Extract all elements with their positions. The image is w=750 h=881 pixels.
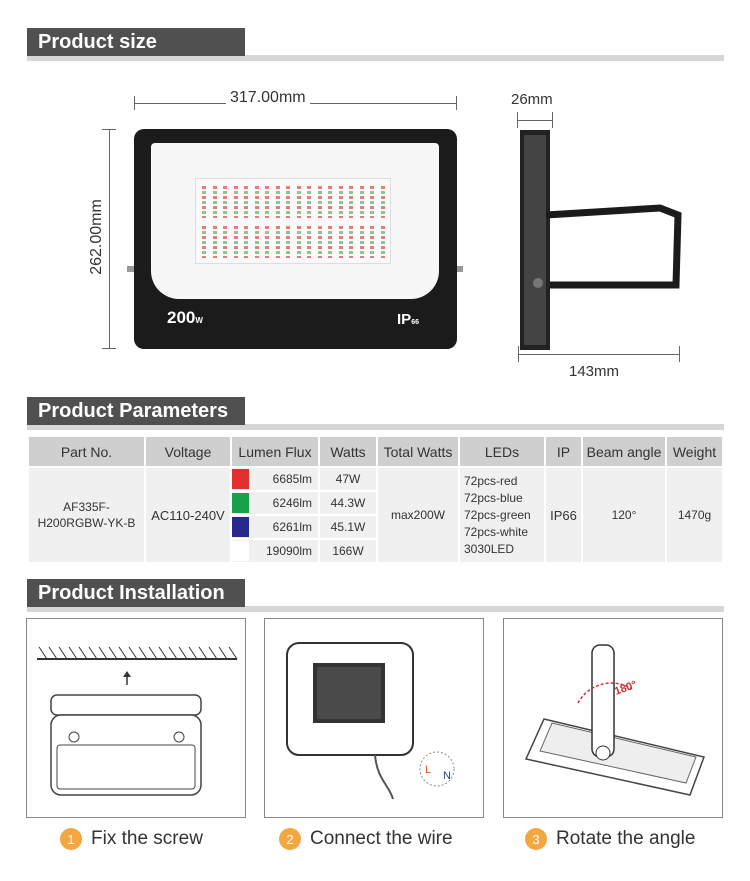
led-column [370, 226, 374, 258]
mount-ear [456, 266, 463, 272]
watts-cell: 166W [320, 540, 376, 562]
led-column [307, 186, 311, 218]
led-column [360, 186, 364, 218]
leds-cell [460, 468, 544, 562]
rotation-label: 180° [612, 678, 639, 698]
led-column [223, 226, 227, 258]
voltage-cell: AC110-240V [146, 468, 230, 562]
fix-screw-illustration [27, 619, 245, 817]
bracket-dim-tick [518, 346, 519, 362]
led-column [370, 186, 374, 218]
weight-cell: 1470g [667, 468, 722, 562]
lumen-value: 19090lm [265, 544, 312, 558]
led-line: 72pcs-green [464, 507, 531, 522]
led-column [244, 186, 248, 218]
power-cable [375, 755, 393, 799]
section-title-params: Product Parameters [27, 397, 245, 425]
led-column [297, 186, 301, 218]
bracket-label: 143mm [569, 363, 620, 380]
part-no-cell: AF335F-H200RGBW-YK-B [29, 468, 144, 562]
wattage-value: 200 [167, 308, 196, 327]
total-watts-cell: max200W [378, 468, 458, 562]
mount-ear [127, 266, 134, 272]
bracket-dim-line [518, 354, 680, 355]
parameters-table [27, 435, 724, 564]
ceiling-hatch [39, 647, 237, 659]
side-housing-inner [524, 135, 546, 345]
width-dim-tick [456, 96, 457, 110]
height-dim-line [109, 129, 110, 349]
led-column [349, 186, 353, 218]
pivot-bolt [596, 746, 610, 760]
step-1-caption [60, 828, 203, 850]
table-row [29, 468, 722, 490]
led-column [276, 186, 280, 218]
led-column [234, 186, 238, 218]
flux-cell [232, 492, 318, 514]
depth-dim-line [517, 120, 553, 121]
step-label: Fix the screw [91, 828, 203, 849]
install-step-1-panel [26, 618, 246, 818]
height-dim-tick [102, 348, 116, 349]
col-lumen-flux: Lumen Flux [232, 437, 318, 466]
led-column [307, 226, 311, 258]
ip-logo [397, 311, 419, 328]
ip-logo-text: IP [397, 311, 412, 328]
col-total-watts: Total Watts [378, 437, 458, 466]
col-beam-angle: Beam angle [583, 437, 665, 466]
section-title-install: Product Installation [27, 579, 245, 607]
led-column [328, 186, 332, 218]
table-header-row [29, 437, 722, 466]
floodlight-side-view [510, 125, 690, 355]
beam-angle-cell: 120° [583, 468, 665, 562]
lumen-value: 6685lm [272, 472, 312, 486]
color-swatch-blue [232, 517, 249, 537]
wire-live-label: L [425, 764, 432, 776]
bracket-dim-tick [679, 346, 680, 362]
led-column [202, 186, 206, 218]
connect-wire-illustration [265, 619, 483, 817]
up-arrow-head [123, 671, 131, 677]
color-swatch-red [232, 469, 249, 489]
bracket-top [51, 695, 201, 715]
color-swatch-white [232, 541, 249, 561]
fixture-lens [317, 667, 381, 719]
led-column [265, 186, 269, 218]
led-column [297, 226, 301, 258]
ip-cell: IP66 [546, 468, 581, 562]
height-label: 262.00mm [88, 195, 106, 279]
col-voltage: Voltage [146, 437, 230, 466]
led-column [328, 226, 332, 258]
height-dim-tick [102, 129, 116, 130]
col-leds: LEDs [460, 437, 544, 466]
bracket-pivot [533, 278, 543, 288]
flux-cell [232, 540, 318, 562]
fixture-lens [57, 745, 195, 789]
led-column [339, 186, 343, 218]
led-column [286, 226, 290, 258]
led-column [202, 226, 206, 258]
watts-cell: 44.3W [320, 492, 376, 514]
flux-cell [232, 468, 318, 490]
col-ip: IP [546, 437, 581, 466]
led-column [213, 186, 217, 218]
led-column [276, 226, 280, 258]
lumen-value: 6246lm [272, 496, 312, 510]
led-column [360, 226, 364, 258]
led-array [198, 182, 388, 260]
step-3-caption [525, 828, 695, 850]
led-column [265, 226, 269, 258]
led-column [286, 186, 290, 218]
led-column [318, 186, 322, 218]
wire-neutral-label: N [443, 770, 451, 782]
wattage-badge [167, 308, 203, 328]
width-label: 317.00mm [226, 89, 310, 107]
led-column [223, 186, 227, 218]
lumen-value: 6261lm [272, 520, 312, 534]
section-title-size: Product size [27, 28, 245, 56]
led-line: 72pcs-white [464, 524, 529, 539]
led-column [339, 226, 343, 258]
watts-cell: 45.1W [320, 516, 376, 538]
led-column [381, 226, 385, 258]
install-step-3-panel [503, 618, 723, 818]
watts-cell: 47W [320, 468, 376, 490]
rotate-angle-illustration [504, 619, 722, 817]
led-column [255, 226, 259, 258]
led-column [349, 226, 353, 258]
step-number-icon: 1 [60, 828, 82, 850]
led-column [244, 226, 248, 258]
led-line: 72pcs-blue [464, 490, 523, 505]
led-column [213, 226, 217, 258]
mount-bracket [546, 208, 678, 285]
ip-logo-sub: 66 [411, 319, 419, 326]
mount-bracket [592, 645, 614, 757]
wattage-unit: W [195, 316, 203, 325]
flux-cell [232, 516, 318, 538]
col-weight: Weight [667, 437, 722, 466]
led-column [255, 186, 259, 218]
led-line: 72pcs-red [464, 473, 518, 488]
width-dim-tick [134, 96, 135, 110]
step-number-icon: 2 [279, 828, 301, 850]
col-watts: Watts [320, 437, 376, 466]
step-label: Rotate the angle [556, 828, 696, 849]
install-step-2-panel [264, 618, 484, 818]
step-number-icon: 3 [525, 828, 547, 850]
depth-label: 26mm [511, 91, 553, 108]
col-part-no: Part No. [29, 437, 144, 466]
led-column [234, 226, 238, 258]
color-swatch-green [232, 493, 249, 513]
led-column [318, 226, 322, 258]
step-2-caption [279, 828, 453, 850]
led-column [381, 186, 385, 218]
led-line: 3030LED [464, 541, 515, 556]
step-label: Connect the wire [310, 828, 453, 849]
